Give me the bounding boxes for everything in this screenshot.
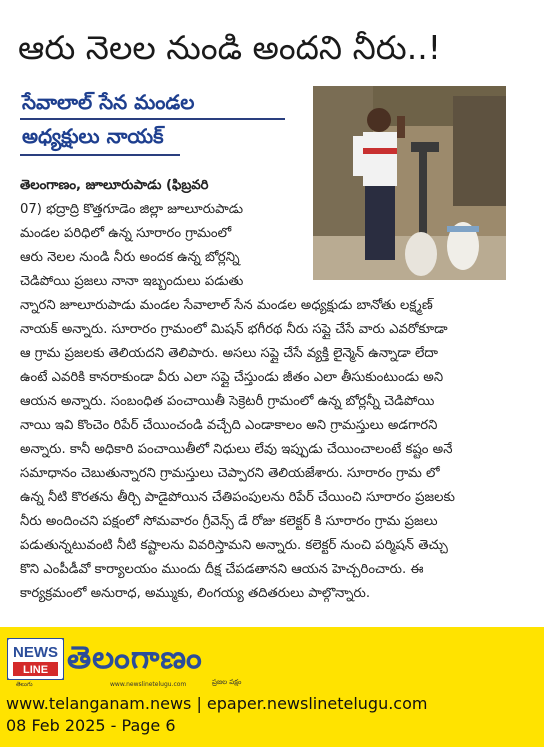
body-line-8: ఉంటే ఎవరికి కానరాకుండా వీరు ఎలా సప్లై చేస్తుండు జీతం ఎలా తీసుకుంటుండు అని	[20, 370, 444, 385]
body-line-11: అన్నారు. కానీ అధికారి పంచాయితీలో నిధులు లేవు ఇప్పుడు చేయించాలంటే కష్టం అనే	[20, 442, 453, 457]
body-line-6: నాయక్ అన్నారు. సూరారం గ్రామంలో మిషన్ భగీరథ నీరు సప్లై చేసే వారు ఎవరోకూడా	[20, 322, 448, 337]
body-line-10: నాయి ఇవి కొంచెం రిపేర్ చేయించండి వచ్చేది ఎండాకాలం అని గ్రామస్తులు అడగారని	[20, 418, 438, 433]
logo-url: www.newslinetelugu.com	[110, 681, 187, 688]
telanganam-logo[interactable]: తెలంగాణం	[67, 640, 203, 676]
body-line-15: పడుతున్నటువంటి నీటి కష్టాలను వివరిస్తామని అన్నారు. కలెక్టర్ నుంచి పర్మిషన్ తెచ్చు	[20, 538, 448, 553]
body-line-2: మండల పరిధిలో ఉన్న సూరారం గ్రామంలో	[20, 226, 232, 241]
headline: ఆరు నెలల నుండి అందని నీరు..!	[18, 28, 441, 67]
subheading-underline-1	[20, 118, 285, 120]
logo-small-label: తెలుగు	[16, 681, 33, 688]
subheading-line-1: సేవాలాల్ సేన మండల	[22, 90, 195, 114]
body-line-5: న్నారని జూలూరుపాడు మండల సేవాలాల్ సేన మండల అధ్యక్షుడు బానోతు లక్ష్మణ్	[20, 298, 433, 313]
body-line-17: కార్యక్రమంలో అనురాధ, అమ్ముకు, లింగయ్య తదితరులు పాల్గొన్నారు.	[20, 586, 371, 601]
body-line-4: చెడిపోయి ప్రజలు నానా ఇబ్బందులు పడుతు	[20, 274, 244, 289]
body-line-14: నీరు అందించని పక్షంలో సోమవారం గ్రీవెన్స్ డే రోజు కలెక్టర్ కి సూరారం గ్రామ ప్రజలు	[20, 514, 438, 529]
body-line-7: ఆ గ్రామ ప్రజలకు తెలియదని తెలిపారు. అసలు సప్లై చేసే వ్యక్తి లైన్మెన్ ఉన్నాడా లేదా	[20, 346, 439, 361]
body-line-3: ఆరు నెలల నుండి నీరు అందక ఉన్న బోర్లన్ని	[20, 250, 240, 265]
subheading-underline-2	[20, 154, 180, 156]
article-photo	[313, 86, 506, 280]
footer-date-page: 08 Feb 2025 - Page 6	[6, 716, 176, 735]
dateline: తెలంగాణం, జూలూరుపాడు (ఫిబ్రవరి	[20, 178, 209, 193]
body-line-9: ఆయన అన్నారు. సంబంధిత పంచాయితీ సెక్రెటరీ గ్రామంలో ఉన్న బోర్లన్నీ చెడిపోయి	[20, 394, 435, 409]
body-line-13: ఉన్న నీటి కొరతను తీర్చి పాడైపోయిన చేతిపంపులను రిపేర్ చేయించి సూరారం ప్రజలకు	[20, 490, 455, 505]
newsline-logo[interactable]	[7, 638, 64, 680]
body-line-1: 07) భద్రాద్రి కొత్తగూడెం జిల్లా జూలూరుపాడు	[20, 202, 244, 217]
footer-websites[interactable]: www.telanganam.news | epaper.newslinetelugu.com	[6, 694, 428, 713]
news-logo-top-text: NEWS	[13, 644, 58, 661]
news-logo-bottom-text: LINE	[22, 664, 49, 676]
body-line-16: కొని ఎంపీడీవో కార్యాలయం ముందు దీక్ష చేపడతానని ఆయన హెచ్చరించారు. ఈ	[20, 562, 424, 577]
subheading-line-2: అధ్యక్షులు నాయక్	[22, 124, 164, 148]
body-line-12: సమాధానం చెబుతున్నారని గ్రామస్తులు చెప్పారని తెలియజేశారు. సూరారం గ్రామ లో	[20, 466, 440, 481]
logo-tagline: ప్రజల పక్షం	[212, 678, 242, 686]
photo-illustration	[313, 86, 506, 280]
